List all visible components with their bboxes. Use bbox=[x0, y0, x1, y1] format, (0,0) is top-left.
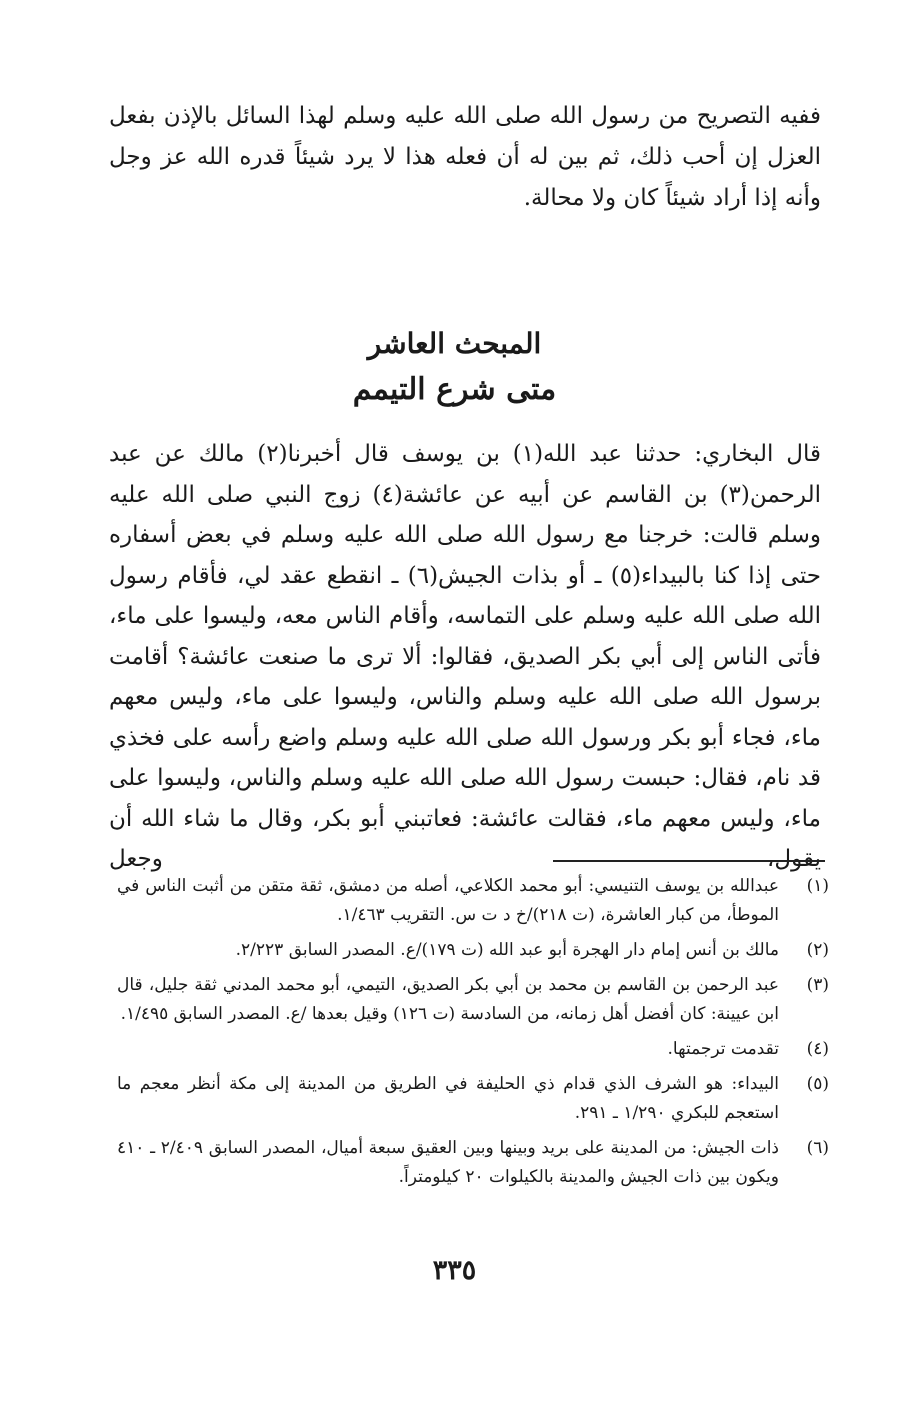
footnotes-list bbox=[117, 872, 829, 1198]
section-title: المبحث العاشر bbox=[367, 327, 542, 360]
footnote-item bbox=[117, 1134, 829, 1192]
footnote-text: البيداء: هو الشرف الذي قدام ذي الحليفة في الطريق من المدينة إلى مكة أنظر معجم ما استعجم للبكري ١/٢٩٠ ـ ٢٩١. bbox=[117, 1074, 779, 1123]
section-heading bbox=[0, 322, 909, 414]
footnote-text: عبدالله بن يوسف التنيسي: أبو محمد الكلاعي، أصله من دمشق، ثقة متقن من أثبت الناس في الموطأ، من كبار العاشرة، (ت ٢١٨)/خ د ت س. التقريب ١/٤٦٣. bbox=[117, 876, 779, 925]
footnote-item bbox=[117, 971, 829, 1029]
footnote-text: عبد الرحمن بن القاسم بن محمد بن أبي بكر الصديق، التيمي، أبو محمد المدني ثقة جليل، قال ابن عيينة: كان أفضل أهل زمانه، من السادسة (ت ١٢٦) وقيل بعدها /ع. المصدر السابق ١/٤٩٥. bbox=[117, 975, 779, 1024]
hadith-paragraph: قال البخاري: حدثنا عبد الله(١) بن يوسف قال أخبرنا(٢) مالك عن عبد الرحمن(٣) بن القاسم عن أبيه عن عائشة(٤) زوج النبي صلى الله عليه وسلم قالت: خرجنا مع رسول الله صلى الله عليه وسلم في بعض أسفاره حتى إذا كنا بالبيداء(٥) ـ أو بذات الجيش(٦) ـ انقطع عقد لي، فأقام رسول الله صلى الله عليه وسلم على التماسه، وأقام الناس معه، وليسوا على ماء، فأتى الناس إلى أبي بكر الصديق، فقالوا: ألا ترى ما صنعت عائشة؟ أقامت برسول الله صلى الله عليه وسلم والناس، وليسوا على ماء، وليس معهم ماء، فجاء أبو بكر ورسول الله صلى الله عليه وسلم واضع رأسه على فخذي قد نام، فقال: حبست رسول الله صلى الله عليه وسلم والناس، وليسوا على ماء، وليس معهم ماء، فقالت عائشة: فعاتبني أبو بكر، وقال ما شاء الله أن يقول، وجعل bbox=[109, 441, 821, 872]
footnote-item bbox=[117, 1070, 829, 1128]
page-number: ٣٣٥ bbox=[432, 1255, 477, 1286]
footnote-number: (٢) bbox=[806, 940, 829, 960]
footnote-text: ذات الجيش: من المدينة على بريد وبينها وبين العقيق سبعة أميال، المصدر السابق ٢/٤٠٩ ـ ٤١٠ ويكون بين ذات الجيش والمدينة بالكيلوات ٢٠ كيلومتراً. bbox=[117, 1138, 779, 1187]
section-subtitle: متى شرع التيمم bbox=[352, 372, 557, 407]
intro-paragraph: ففيه التصريح من رسول الله صلى الله عليه وسلم لهذا السائل بالإذن بفعل العزل إن أحب ذلك، ثم بين له أن فعله هذا لا يرد شيئاً قدره الله عز وجل وأنه إذا أراد شيئاً كان ولا محالة. bbox=[109, 103, 821, 211]
footnote-item bbox=[117, 872, 829, 930]
footnote-text: مالك بن أنس إمام دار الهجرة أبو عبد الله (ت ١٧٩)/ع. المصدر السابق ٢/٢٢٣. bbox=[235, 940, 779, 960]
footnote-text: تقدمت ترجمتها. bbox=[667, 1039, 779, 1059]
footnote-number: (٦) bbox=[806, 1138, 829, 1158]
footnote-item bbox=[117, 1035, 829, 1064]
footnote-number: (١) bbox=[806, 876, 829, 896]
footnote-number: (٤) bbox=[806, 1039, 829, 1059]
footnote-number: (٥) bbox=[806, 1074, 829, 1094]
footnote-item bbox=[117, 936, 829, 965]
footnote-number: (٣) bbox=[806, 975, 829, 995]
footnote-divider bbox=[553, 860, 825, 862]
